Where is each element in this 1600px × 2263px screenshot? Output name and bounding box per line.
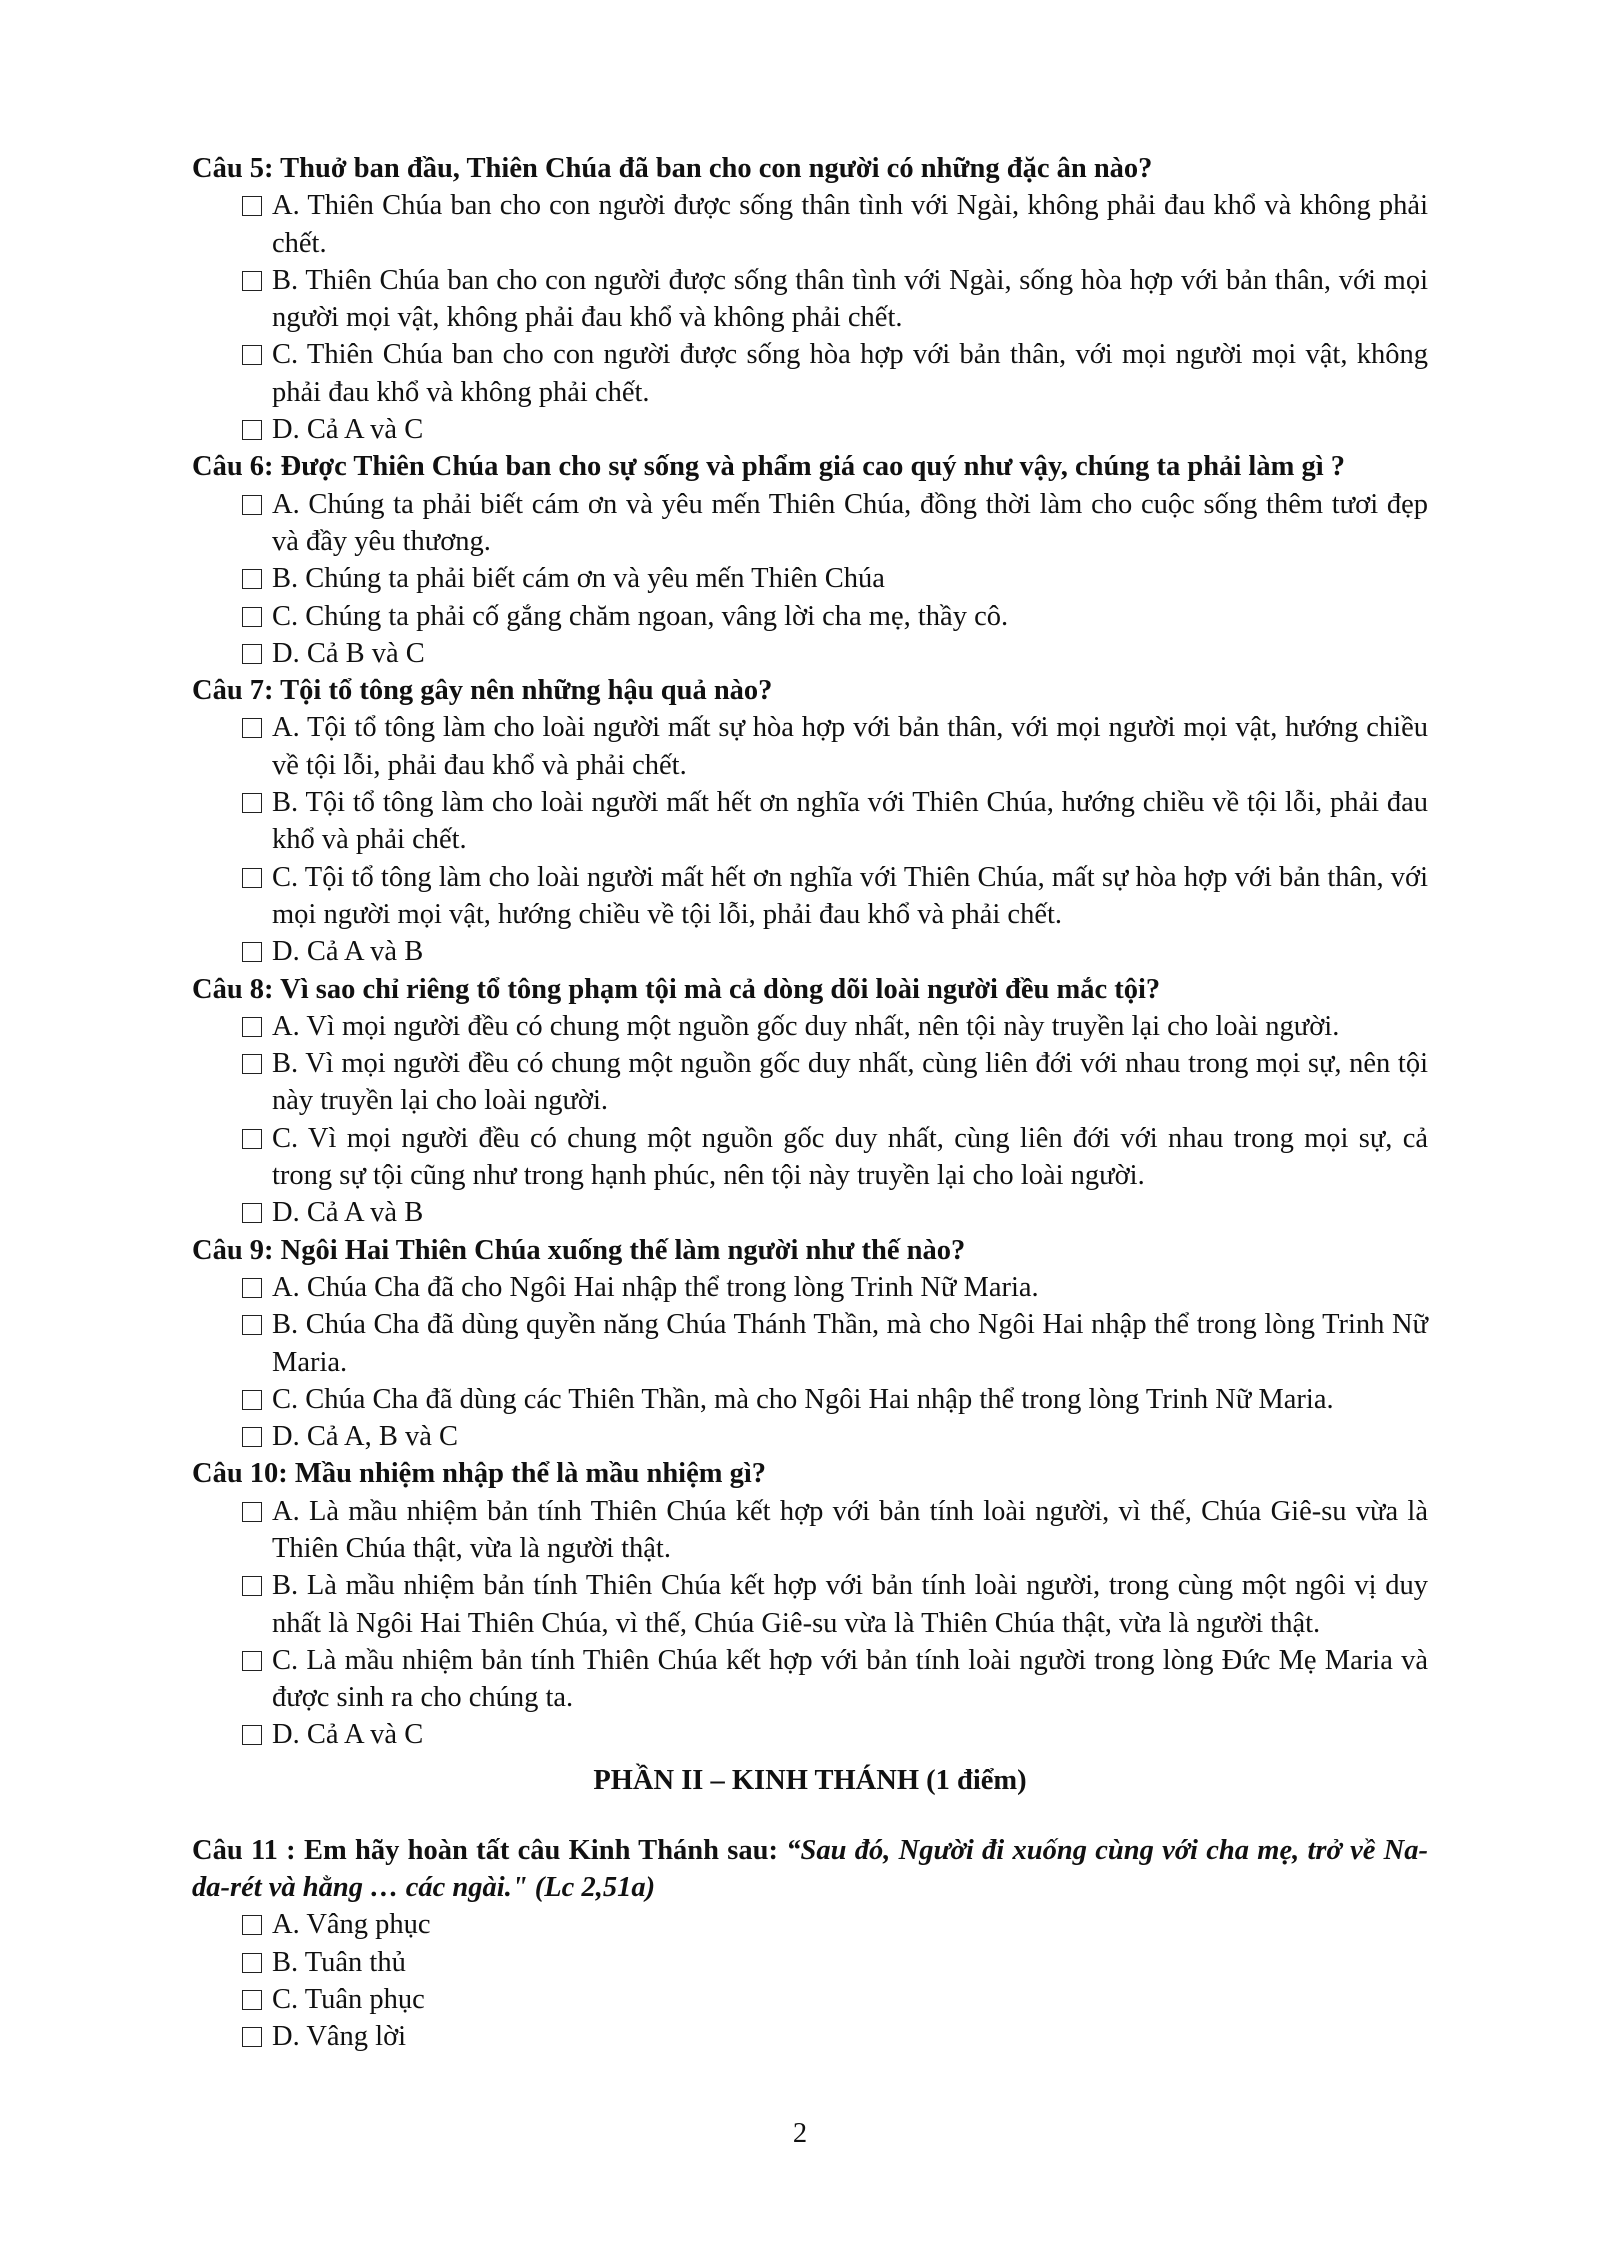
checkbox-icon[interactable] (242, 942, 262, 962)
checkbox-icon[interactable] (242, 1315, 262, 1335)
answer-option[interactable]: C. Vì mọi người đều có chung một nguồn gốc duy nhất, cùng liên đới với nhau trong mọi sự, cả trong sự tội cũng như trong hạnh phúc, nên tội này truyền lại cho loài người. (240, 1120, 1428, 1195)
checkbox-icon[interactable] (242, 1278, 262, 1298)
checkbox-icon[interactable] (242, 2027, 262, 2047)
checkbox-icon[interactable] (242, 718, 262, 738)
question-block (192, 672, 1428, 970)
question-block (192, 448, 1428, 672)
checkbox-icon[interactable] (242, 868, 262, 888)
document-page (192, 150, 1428, 2056)
checkbox-icon[interactable] (242, 644, 262, 664)
answer-option[interactable]: A. Vì mọi người đều có chung một nguồn gốc duy nhất, nên tội này truyền lại cho loài người. (240, 1008, 1428, 1045)
question-block (192, 1832, 1428, 2056)
question-block (192, 971, 1428, 1232)
answer-option[interactable]: D. Cả A và B (240, 1194, 1428, 1231)
answer-option[interactable]: D. Cả A và C (240, 1716, 1428, 1753)
checkbox-icon[interactable] (242, 1953, 262, 1973)
answer-option[interactable]: D. Cả B và C (240, 635, 1428, 672)
question-block (192, 1232, 1428, 1456)
checkbox-icon[interactable] (242, 495, 262, 515)
answer-option[interactable]: D. Cả A và B (240, 933, 1428, 970)
checkbox-icon[interactable] (242, 1725, 262, 1745)
answer-option[interactable]: A. Chúa Cha đã cho Ngôi Hai nhập thể trong lòng Trinh Nữ Maria. (240, 1269, 1428, 1306)
checkbox-icon[interactable] (242, 1915, 262, 1935)
checkbox-icon[interactable] (242, 1502, 262, 1522)
question-title: Câu 6: Được Thiên Chúa ban cho sự sống và phẩm giá cao quý như vậy, chúng ta phải làm gì ? (192, 451, 1345, 483)
checkbox-icon[interactable] (242, 271, 262, 291)
answer-option[interactable]: D. Cả A và C (240, 411, 1428, 448)
answer-option[interactable]: B. Chúng ta phải biết cám ơn và yêu mến Thiên Chúa (240, 560, 1428, 597)
checkbox-icon[interactable] (242, 1129, 262, 1149)
answer-option[interactable]: A. Vâng phục (240, 1906, 1428, 1943)
scripture-quote: “Sau đó, Người đi xuống cùng với cha mẹ, trở về Na-da-rét và hằng … các ngài." (Lc 2,51a) (192, 1834, 1428, 1904)
answer-option[interactable]: C. Thiên Chúa ban cho con người được sống hòa hợp với bản thân, với mọi người mọi vật, không phải đau khổ và không phải chết. (240, 336, 1428, 411)
checkbox-icon[interactable] (242, 1651, 262, 1671)
checkbox-icon[interactable] (242, 607, 262, 627)
checkbox-icon[interactable] (242, 1427, 262, 1447)
answer-option[interactable]: A. Tội tổ tông làm cho loài người mất sự hòa hợp với bản thân, với mọi người mọi vật, hướng chiều về tội lỗi, phải đau khổ và phải chết. (240, 709, 1428, 784)
checkbox-icon[interactable] (242, 345, 262, 365)
checkbox-icon[interactable] (242, 1990, 262, 2010)
checkbox-icon[interactable] (242, 196, 262, 216)
answer-option[interactable]: B. Là mầu nhiệm bản tính Thiên Chúa kết hợp với bản tính loài người, trong cùng một ngôi vị duy nhất là Ngôi Hai Thiên Chúa, vì thế, Chúa Giê-su vừa là Thiên Chúa thật, vừa là người thật. (240, 1567, 1428, 1642)
checkbox-icon[interactable] (242, 1054, 262, 1074)
answer-option[interactable]: C. Là mầu nhiệm bản tính Thiên Chúa kết hợp với bản tính loài người trong lòng Đức Mẹ Maria và được sinh ra cho chúng ta. (240, 1642, 1428, 1717)
answer-option[interactable]: A. Chúng ta phải biết cám ơn và yêu mến Thiên Chúa, đồng thời làm cho cuộc sống thêm tươi đẹp và đầy yêu thương. (240, 486, 1428, 561)
question-title: Câu 5: Thuở ban đầu, Thiên Chúa đã ban cho con người có những đặc ân nào? (192, 153, 1153, 184)
question-title (192, 1832, 1428, 1907)
answer-option[interactable]: B. Chúa Cha đã dùng quyền năng Chúa Thánh Thần, mà cho Ngôi Hai nhập thể trong lòng Trinh Nữ Maria. (240, 1306, 1428, 1381)
question-lead: Câu 11 : Em hãy hoàn tất câu Kinh Thánh sau: (192, 1834, 787, 1866)
question-title: Câu 10: Mầu nhiệm nhập thể là mầu nhiệm gì? (192, 1458, 767, 1490)
checkbox-icon[interactable] (242, 1576, 262, 1596)
question-title: Câu 7: Tội tổ tông gây nên những hậu quả nào? (192, 675, 773, 707)
checkbox-icon[interactable] (242, 793, 262, 813)
answer-option[interactable]: C. Chúa Cha đã dùng các Thiên Thần, mà cho Ngôi Hai nhập thể trong lòng Trinh Nữ Maria. (240, 1381, 1428, 1418)
answer-option[interactable]: B. Vì mọi người đều có chung một nguồn gốc duy nhất, cùng liên đới với nhau trong mọi sự, nên tội này truyền lại cho loài người. (240, 1045, 1428, 1120)
answer-option[interactable]: B. Tuân thủ (240, 1944, 1428, 1981)
question-title: Câu 8: Vì sao chỉ riêng tổ tông phạm tội mà cả dòng dõi loài người đều mắc tội? (192, 973, 1161, 1005)
page-number: 2 (792, 2118, 808, 2149)
checkbox-icon[interactable] (242, 1017, 262, 1037)
answer-option[interactable]: C. Chúng ta phải cố gắng chăm ngoan, vâng lời cha mẹ, thầy cô. (240, 598, 1428, 635)
checkbox-icon[interactable] (242, 1203, 262, 1223)
section-title: PHẦN II – KINH THÁNH (1 điểm) (593, 1764, 1027, 1796)
checkbox-icon[interactable] (242, 569, 262, 589)
answer-option[interactable]: C. Tuân phục (240, 1981, 1428, 2018)
answer-option[interactable]: A. Là mầu nhiệm bản tính Thiên Chúa kết hợp với bản tính loài người, vì thế, Chúa Giê-su vừa là Thiên Chúa thật, vừa là người thật. (240, 1493, 1428, 1568)
question-block (192, 150, 1428, 448)
answer-option[interactable]: B. Thiên Chúa ban cho con người được sống thân tình với Ngài, sống hòa hợp với bản thân, với mọi người mọi vật, không phải đau khổ và không phải chết. (240, 262, 1428, 337)
answer-option[interactable]: D. Vâng lời (240, 2018, 1428, 2055)
checkbox-icon[interactable] (242, 420, 262, 440)
answer-option[interactable]: A. Thiên Chúa ban cho con người được sống thân tình với Ngài, không phải đau khổ và không phải chết. (240, 187, 1428, 262)
checkbox-icon[interactable] (242, 1390, 262, 1410)
answer-option[interactable]: D. Cả A, B và C (240, 1418, 1428, 1455)
answer-option[interactable]: C. Tội tổ tông làm cho loài người mất hết ơn nghĩa với Thiên Chúa, mất sự hòa hợp với bản thân, với mọi người mọi vật, hướng chiều về tội lỗi, phải đau khổ và phải chết. (240, 859, 1428, 934)
question-title: Câu 9: Ngôi Hai Thiên Chúa xuống thế làm người như thế nào? (192, 1234, 966, 1266)
answer-option[interactable]: B. Tội tổ tông làm cho loài người mất hết ơn nghĩa với Thiên Chúa, hướng chiều về tội lỗi, phải đau khổ và phải chết. (240, 784, 1428, 859)
question-block (192, 1455, 1428, 1753)
